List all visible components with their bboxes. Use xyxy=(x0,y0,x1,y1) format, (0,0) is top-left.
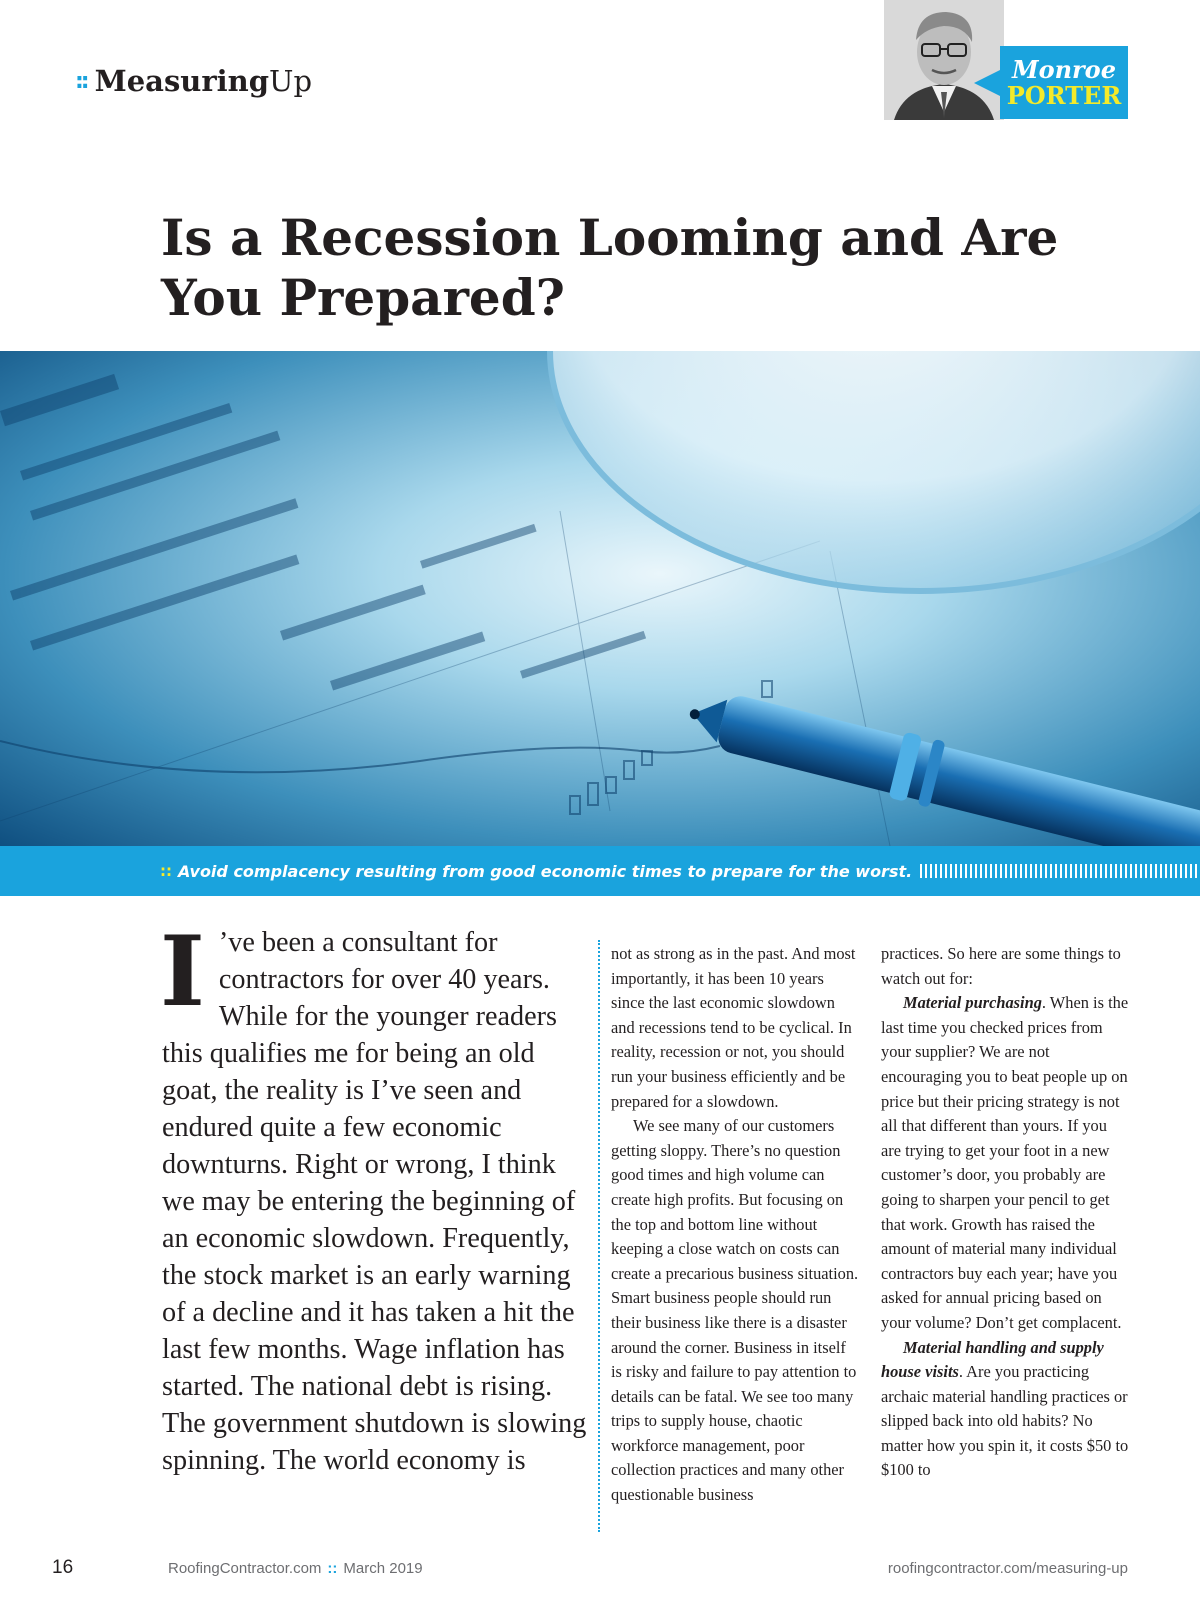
hero-caption-bar xyxy=(0,846,1200,896)
section-dots: :: xyxy=(75,68,87,94)
caption-decorative-rule xyxy=(920,864,1200,878)
footer-url: roofingcontractor.com/measuring-up xyxy=(887,1560,1128,1577)
author-photo xyxy=(884,0,1004,120)
body-paragraph xyxy=(881,1336,1129,1484)
footer-separator: :: xyxy=(327,1560,338,1577)
section-name-bold: Measuring xyxy=(94,64,270,98)
column-divider xyxy=(598,940,600,1532)
paragraph-text: . Are you practicing archaic material handling practices or slipped back into old habits? No matter how you spin it, it costs $50 to $100 to xyxy=(881,1362,1129,1480)
subhead-material-purchasing: Material purchasing xyxy=(903,993,1042,1013)
section-label xyxy=(75,64,312,98)
author-first-name: Monroe xyxy=(1012,55,1116,85)
body-paragraph: We see many of our customers getting sloppy. There’s no question good times and high volume can create high profits. But focusing on the top and bottom line without keeping a close watch on costs can create a precarious business situation. Smart business people should run their business like there is a disaster around the corner. Business in itself is risky and failure to pay attention to details can be fatal. We see too many trips to supply house, chaotic workforce management, poor collection practices and many other questionable business xyxy=(611,1116,859,1505)
footer-issue: March 2019 xyxy=(343,1560,423,1577)
body-column-2 xyxy=(611,942,859,1508)
body-column-3 xyxy=(881,942,1129,1483)
caption-dots: :: xyxy=(160,862,172,880)
lead-paragraph: ’ve been a consultant for contractors for over 40 years. While for the younger readers this qualifies me for being an old goat, the reality is I’ve seen and endured quite a few economic downturns. Right or wrong, I think we may be entering the beginning of an economic slowdown. Frequently, the stock market is an early warning of a decline and it has taken a hit the last few months. Wage inflation has started. The national debt is rising. The government shutdown is slowing spinning. The world economy is xyxy=(162,927,587,1476)
section-name-light: Up xyxy=(269,64,313,98)
subhead-material-handling: Material handling and supply house visits xyxy=(881,1337,1104,1382)
paragraph-text: . When is the last time you checked prices from your supplier? We are not encouraging you to beat people up on price but their pricing strategy is not all that different than yours. If you are trying to get your foot in a new customer’s door, you probably are going to sharpen your pencil to get that work. Growth has raised the amount of material many individual contractors buy each year; have you asked for annual pricing based on your volume? Don’t get complacent. xyxy=(881,993,1129,1332)
author-name-tag xyxy=(1000,46,1128,119)
lead-column xyxy=(160,915,592,1479)
body-paragraph: practices. So here are some things to watch out for: xyxy=(881,944,1121,988)
body-paragraph: not as strong as in the past. And most importantly, it has been 10 years since the last economic slowdown and recessions tend to be cyclical. In reality, recession or not, you should run your business efficiently and be prepared for a slowdown. xyxy=(611,944,856,1111)
body-paragraph xyxy=(881,991,1129,1335)
drop-cap: I xyxy=(160,915,205,1028)
hero-caption: Avoid complacency resulting from good economic times to prepare for the worst. xyxy=(178,861,913,881)
author-last-name: PORTER xyxy=(1006,80,1122,110)
page-number: 16 xyxy=(52,1557,74,1578)
hero-image xyxy=(0,351,1200,846)
footer-site: RoofingContractor.com xyxy=(168,1560,322,1577)
footer-publication xyxy=(168,1560,423,1577)
article-title: Is a Recession Looming and Are You Prepared? xyxy=(161,208,1059,327)
